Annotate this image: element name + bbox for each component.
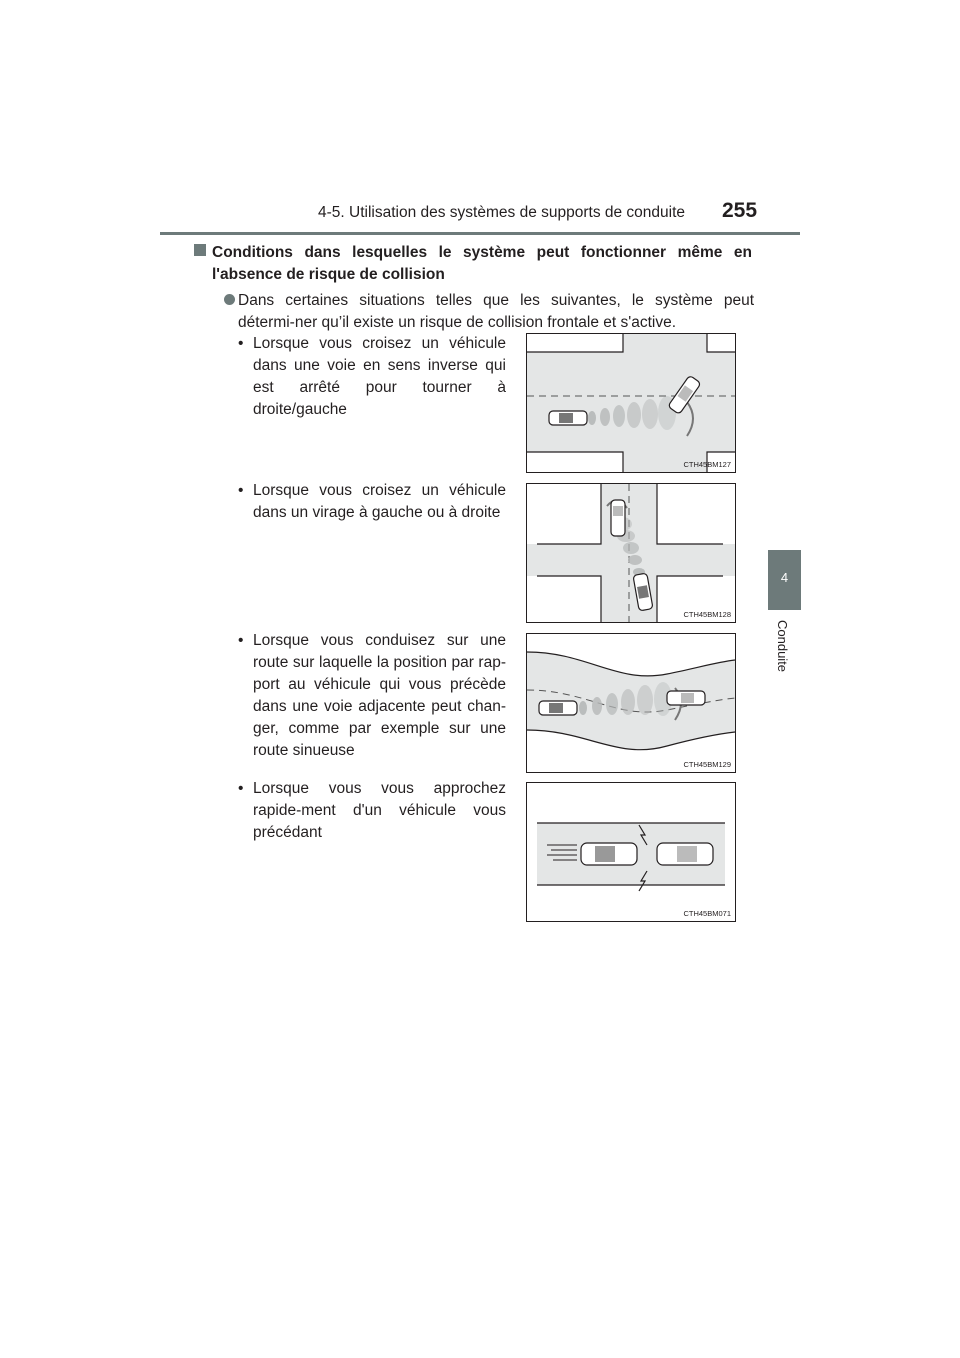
square-bullet-icon [194,244,206,256]
illustration-curve-intersection [526,483,736,623]
list-bullet: • [238,482,244,499]
list-bullet: • [238,335,244,352]
page-number: 255 [722,199,758,222]
list-item [238,630,506,762]
chapter-tab [768,550,801,610]
section-heading-text: Conditions dans lesquelles le système peut fonctionner même en l'absence de risque de collision [212,244,752,283]
list-item [238,778,506,844]
intro-paragraph [238,290,754,334]
figure-code: CTH45BM127 [683,460,731,469]
list-item [238,333,506,421]
curve-intersection-drawing [527,484,735,622]
chapter-number: 4 [780,570,789,585]
round-bullet-icon [224,294,235,305]
section-title: 4-5. Utilisation des systèmes de supports de conduite [318,204,686,221]
illustration-oncoming-turn [526,333,736,473]
section-heading [212,242,752,286]
illustration-fast-approach [526,782,736,922]
figure-code: CTH45BM129 [683,760,731,769]
oncoming-turn-drawing [527,334,735,472]
header-rule [160,232,800,235]
figure-code: CTH45BM128 [683,610,731,619]
intro-text: Dans certaines situations telles que les suivantes, le système peut détermi-ner qu’il existe un risque de collision frontale et s'active. [238,292,754,331]
winding-road-drawing [527,634,735,772]
fast-approach-drawing [527,783,735,921]
figure-code: CTH45BM071 [683,909,731,918]
list-bullet: • [238,632,244,649]
list-item-text: Lorsque vous croisez un véhicule dans un virage à gauche ou à droite [253,482,506,521]
chapter-label: Conduite [775,620,790,673]
illustration-winding-road [526,633,736,773]
list-item-text: Lorsque vous croisez un véhicule dans une voie en sens inverse qui est arrêté pour tourner à droite/gauche [253,335,506,418]
list-bullet: • [238,780,244,797]
list-item-text: Lorsque vous conduisez sur une route sur laquelle la position par rap-port au véhicule qui vous précède dans une voie adjacente peut chan-ger, comme par exemple sur une route sinueuse [253,632,506,759]
list-item-text: Lorsque vous vous approchez rapide-ment d'un véhicule vous précédant [253,780,506,841]
list-item [238,480,506,524]
